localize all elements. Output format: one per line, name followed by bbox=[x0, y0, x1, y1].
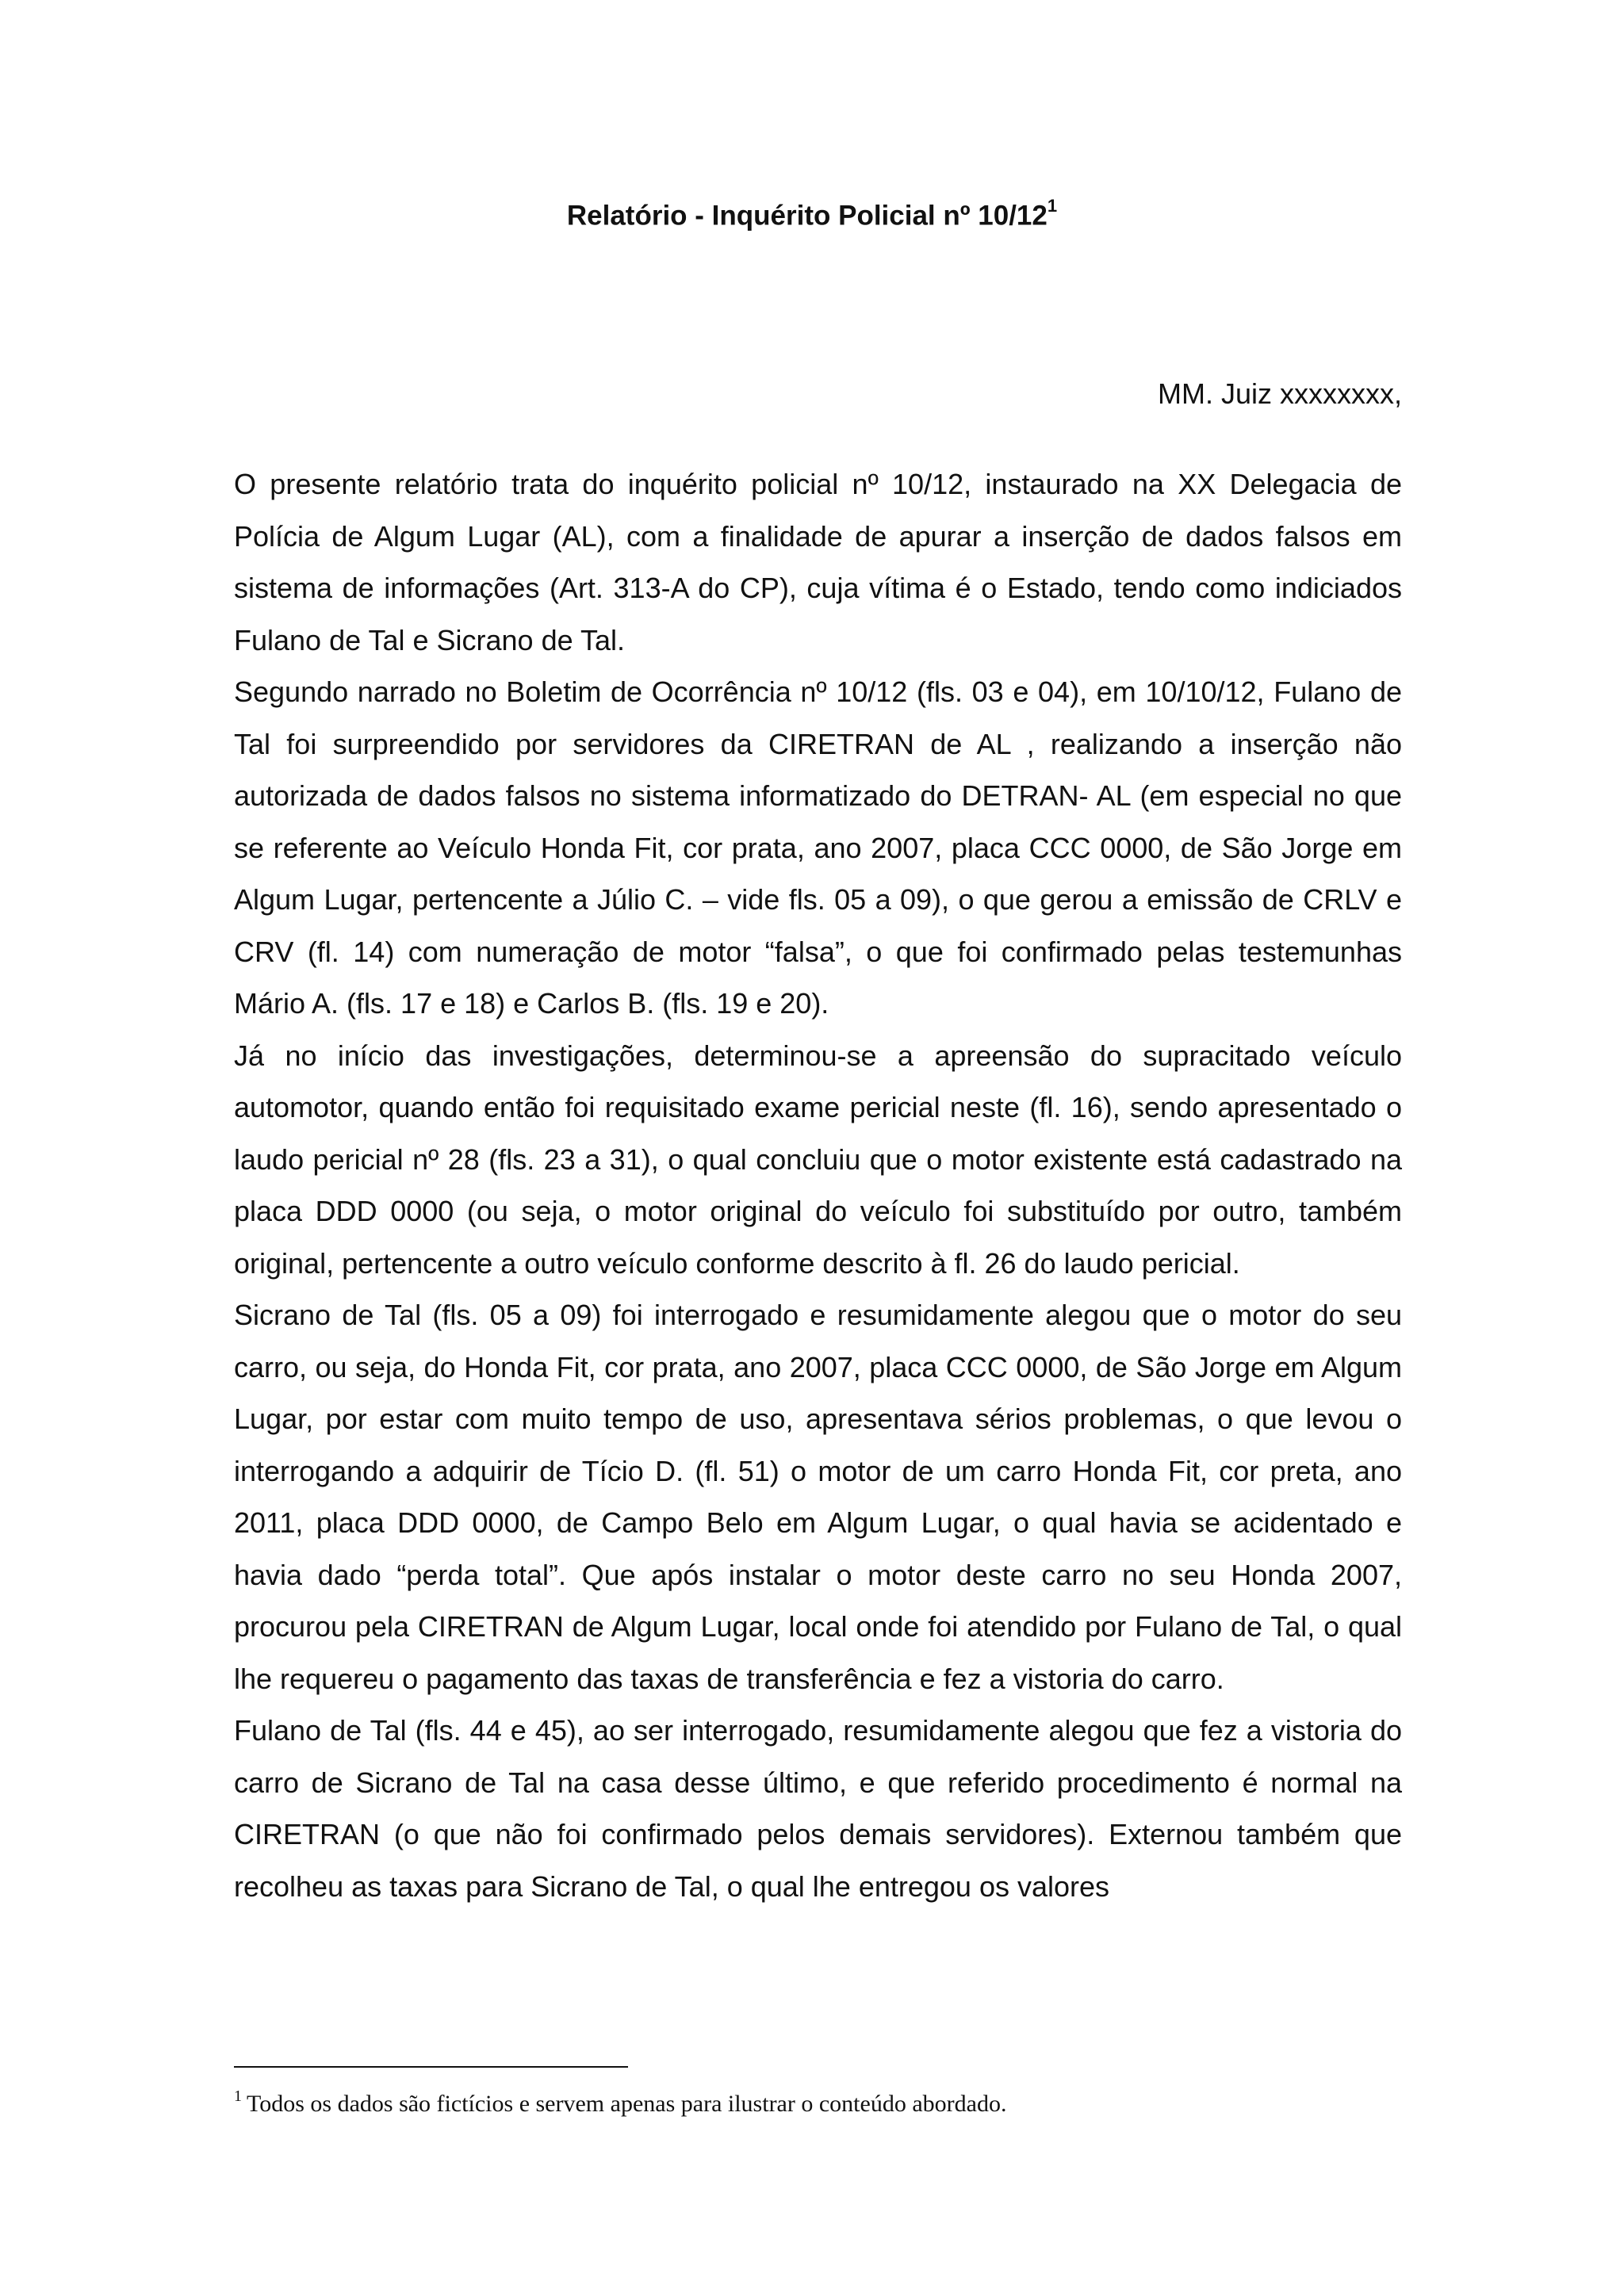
paragraph-1: O presente relatório trata do inquérito policial nº 10/12, instaurado na XX Delegacia de Polícia de Algum Lugar (AL), com a finalidade de apurar a inserção de dados falsos em sistema de informações (Art. 313-A do CP), cuja vítima é o Estado, tendo como indiciados Fulano de Tal e Sicrano de Tal. bbox=[234, 468, 1402, 656]
salutation: MM. Juiz xxxxxxxx, bbox=[1157, 377, 1402, 410]
paragraph-4: Sicrano de Tal (fls. 05 a 09) foi interrogado e resumidamente alegou que o motor do seu carro, ou seja, do Honda Fit, cor prata, ano 2007, placa CCC 0000, de São Jorge em Algum Lugar, por estar com muito tempo de uso, apresentava sérios problemas, o que levou o interrogando a adquirir de Tício D. (fl. 51) o motor de um carro Honda Fit, cor preta, ano 2011, placa DDD 0000, de Campo Belo em Algum Lugar, o qual havia se acidentado e havia dado “perda total”. Que após instalar o motor deste carro no seu Honda 2007, procurou pela CIRETRAN de Algum Lugar, local onde foi atendido por Fulano de Tal, o qual lhe requereu o pagamento das taxas de transferência e fez a vistoria do carro. bbox=[234, 1299, 1402, 1695]
title-text: Relatório - Inquérito Policial nº 10/12 bbox=[566, 200, 1048, 232]
footnote bbox=[234, 2082, 1402, 2120]
paragraph-3: Já no início das investigações, determinou-se a apreensão do supracitado veículo automotor, quando então foi requisitado exame pericial neste (fl. 16), sendo apresentado o laudo pericial nº 28 (fls. 23 a 31), o qual concluiu que o motor existente está cadastrado na placa DDD 0000 (ou seja, o motor original do veículo foi substituído por outro, também original, pertencente a outro veículo conforme descrito à fl. 26 do laudo pericial. bbox=[234, 1039, 1402, 1280]
footnote-text: Todos os dados são fictícios e servem apenas para ilustrar o conteúdo abordado. bbox=[247, 2091, 1007, 2117]
document-title bbox=[0, 190, 1624, 235]
title-footnote-ref: 1 bbox=[1047, 196, 1058, 216]
paragraph-2: Segundo narrado no Boletim de Ocorrência nº 10/12 (fls. 03 e 04), em 10/10/12, Fulano de Tal foi surpreendido por servidores da CIRETRAN de AL , realizando a inserção não autorizada de dados falsos no sistema informatizado do DETRAN- AL (em especial no que se referente ao Veículo Honda Fit, cor prata, ano 2007, placa CCC 0000, de São Jorge em Algum Lugar, pertencente a Júlio C. – vide fls. 05 a 09), o que gerou a emissão de CRLV e CRV (fl. 14) com numeração de motor “falsa”, o que foi confirmado pelas testemunhas Mário A. (fls. 17 e 18) e Carlos B. (fls. 19 e 20). bbox=[234, 675, 1402, 1020]
footnote-number: 1 bbox=[234, 2087, 242, 2105]
footnote-separator bbox=[234, 2066, 628, 2068]
paragraph-5: Fulano de Tal (fls. 44 e 45), ao ser interrogado, resumidamente alegou que fez a vistoria do carro de Sicrano de Tal na casa desse último, e que referido procedimento é normal na CIRETRAN (o que não foi confirmado pelos demais servidores). Externou também que recolheu as taxas para Sicrano de Tal, o qual lhe entregou os valores bbox=[234, 1714, 1402, 1903]
document-body bbox=[234, 458, 1402, 1912]
